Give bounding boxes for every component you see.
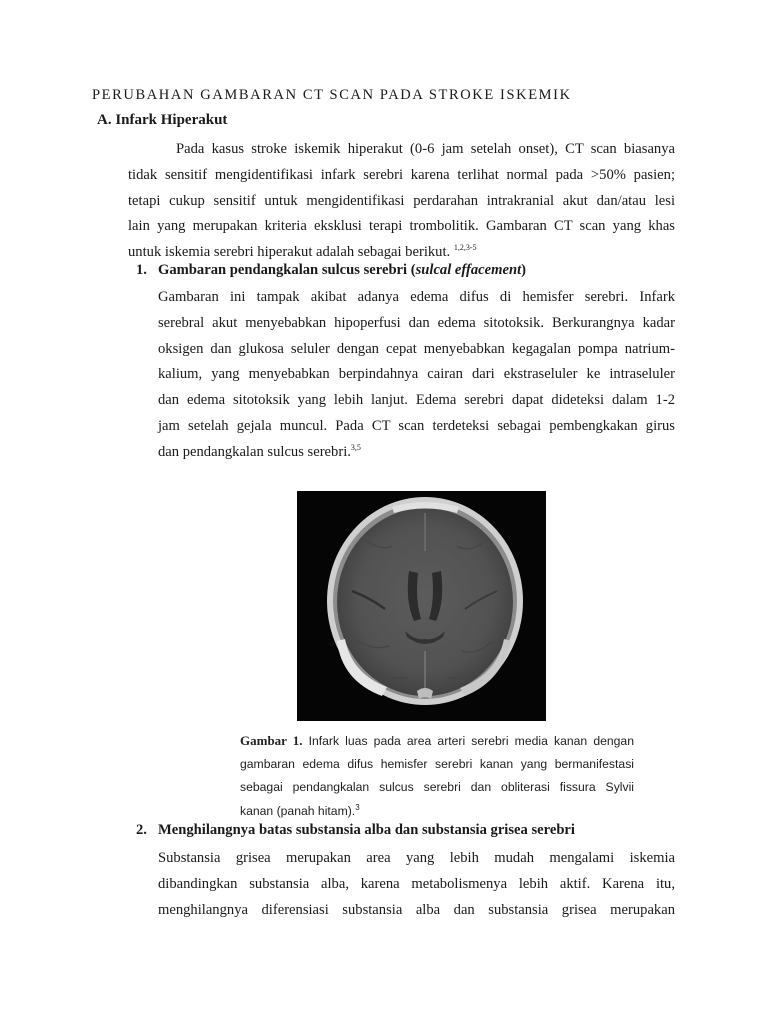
figure-label: Gambar 1. <box>240 733 303 748</box>
item-2-heading <box>136 822 575 839</box>
caption-line: gambaran edema difus hemisfer serebri kanan yang bermanifestasi <box>240 756 634 771</box>
caption-line <box>240 729 634 753</box>
item-1-heading <box>136 262 526 279</box>
text-line: Substansia grisea merupakan area yang lebih mudah mengalami iskemia <box>158 850 675 866</box>
text-line: jam setelah gejala muncul. Pada CT scan terdeteksi sebagai pembengkakan girus <box>158 417 675 434</box>
item-heading-text: Gambaran pendangkalan sulcus serebri ( <box>158 262 416 278</box>
item-number: 2. <box>136 822 147 838</box>
text-line-content: untuk iskemia serebri hiperakut adalah sebagai berikut. <box>128 244 451 261</box>
text-line: lain yang merupakan kriteria eksklusi terapi trombolitik. Gambaran CT scan yang khas <box>128 218 675 235</box>
reference-superscript: 3 <box>355 802 360 812</box>
text-line: serebral akut menyebabkan hipoperfusi dan edema sitotoksik. Berkurangnya kadar <box>158 314 675 331</box>
text-line: tetapi cukup sensitif untuk mengidentifikasi perdarahan intrakranial akut dan/atau lesi <box>128 192 675 209</box>
page-title: PERUBAHAN GAMBARAN CT SCAN PADA STROKE ISKEMIK <box>92 87 572 103</box>
item-heading-italic: sulcal effacement <box>415 262 522 278</box>
caption-line <box>240 800 634 824</box>
reference-superscript: 3,5 <box>350 442 361 452</box>
reference-superscript: 1,2,3-5 <box>453 243 477 253</box>
item-number: 1. <box>136 262 147 278</box>
item-heading-text: Menghilangnya batas substansia alba dan substansia grisea serebri <box>158 822 575 838</box>
text-line-content: dan pendangkalan sulcus serebri. <box>158 443 351 460</box>
ct-scan-image <box>297 491 546 721</box>
figure-caption <box>240 729 634 823</box>
text-line: oksigen dan glukosa seluler dengan cepat menyebabkan kegagalan pompa natrium- <box>158 340 675 357</box>
item-2-paragraph <box>158 846 675 923</box>
text-line: Pada kasus stroke iskemik hiperakut (0-6 jam setelah onset), CT scan biasanya <box>176 141 675 157</box>
caption-line: sebagai pendangkalan sulcus serebri dan obliterasi fissura Sylvii <box>240 780 634 794</box>
intro-paragraph <box>128 137 675 266</box>
caption-text: Infark luas pada area arteri serebri media kanan dengan <box>308 734 634 748</box>
text-line <box>158 440 675 466</box>
text-line: tidak sensitif mengidentifikasi infark serebri karena terlihat normal pada >50% pasien; <box>128 166 675 183</box>
item-heading-close: ) <box>521 262 526 278</box>
text-line: dan edema sitotoksik yang lebih lanjut. Edema serebri dapat dideteksi dalam 1-2 <box>158 392 675 409</box>
caption-text: kanan (panah hitam). <box>240 803 356 818</box>
section-a-heading: A. Infark Hiperakut <box>97 112 228 128</box>
text-line: menghilangnya diferensiasi substansia alba dan substansia grisea merupakan <box>158 901 675 918</box>
text-line: Gambaran ini tampak akibat adanya edema difus di hemisfer serebri. Infark <box>158 289 675 305</box>
ct-scan-graphic <box>297 491 546 721</box>
text-line: kalium, yang menyebabkan berpindahnya cairan dari ekstraseluler ke intraseluler <box>158 366 675 383</box>
item-1-paragraph <box>158 285 675 466</box>
text-line: dibandingkan substansia alba, karena metabolismenya lebih aktif. Karena itu, <box>158 875 675 892</box>
